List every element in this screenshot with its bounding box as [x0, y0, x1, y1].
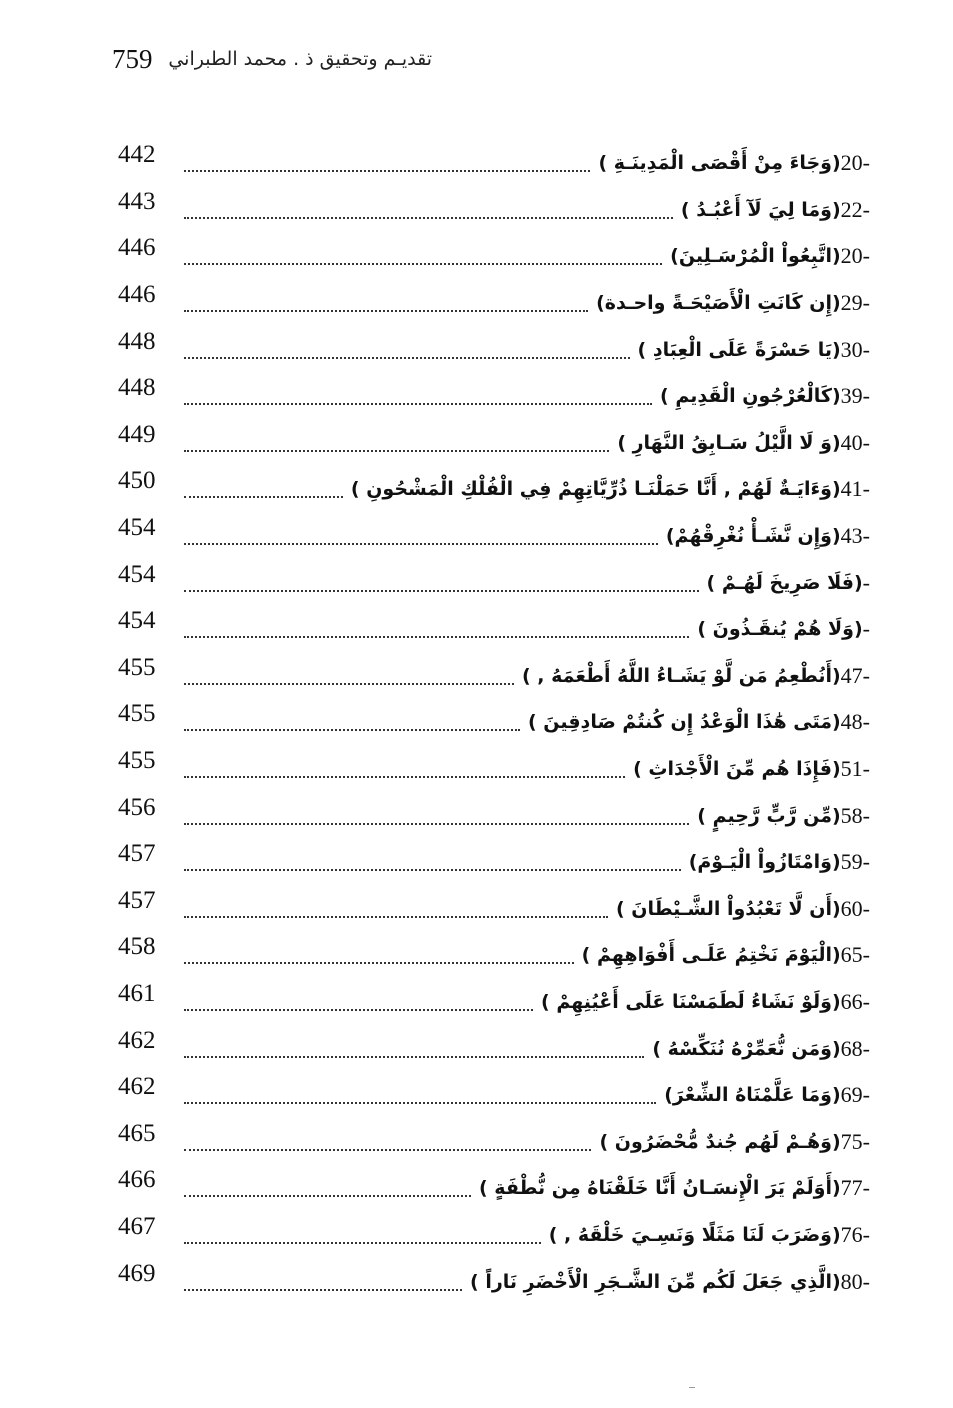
dot-leader	[184, 590, 699, 592]
page-header	[112, 44, 432, 84]
dot-leader	[184, 1149, 591, 1151]
toc-entry	[615, 430, 870, 456]
toc-entry	[594, 290, 870, 316]
toc-entry	[539, 989, 870, 1015]
toc-page-reference: 454	[118, 560, 156, 588]
toc-page-reference: 465	[118, 1119, 156, 1147]
dot-leader	[184, 1242, 541, 1244]
toc-entry	[580, 942, 870, 968]
verse-number: 77-	[840, 1175, 870, 1201]
verse-text: (وَإِن نَّشَـأْ نُغْرِقْهُمْ)	[665, 525, 841, 548]
toc-row	[118, 280, 870, 327]
verse-text: (وَ لَا الَّيْلُ سَـابِقُ النَّهَارِ )	[617, 431, 841, 454]
dot-leader	[184, 450, 609, 452]
verse-number: 80-	[840, 1268, 870, 1294]
toc-page-reference: 454	[118, 607, 156, 635]
toc-entry	[526, 709, 870, 735]
verse-number: 68-	[840, 1035, 870, 1061]
verse-number: 30-	[840, 336, 870, 362]
toc-page-reference: 455	[118, 653, 156, 681]
dot-leader	[184, 357, 630, 359]
dot-leader	[184, 1009, 533, 1011]
toc-row	[118, 886, 870, 933]
verse-number: 29-	[840, 290, 870, 316]
toc-row	[118, 187, 870, 234]
toc-entry	[668, 243, 870, 269]
verse-text: (فَلَا صَرِيخَ لَهُـمْ )	[706, 571, 863, 594]
verse-text: (وَءَايَـةٌ لَهُمْ , أَنَّا حَمَلْنَـا ذُرِّيَّاتِهِمْ فِي الْفُلْكِ الْمَشْحُونِ )	[350, 478, 841, 501]
toc-page-reference: 443	[118, 187, 156, 215]
toc-entry	[597, 1129, 870, 1155]
toc-entry	[520, 663, 870, 689]
verse-number: -	[862, 616, 870, 642]
dot-leader	[184, 729, 520, 731]
verse-text: (وَمَا لِيَ لَآ أَعْبُـدُ )	[680, 198, 841, 221]
dot-leader	[184, 962, 574, 964]
toc-row	[118, 233, 870, 280]
toc-entry	[679, 197, 870, 223]
verse-number: 39-	[840, 383, 870, 409]
toc-entry	[687, 849, 870, 875]
toc-page-reference: 457	[118, 886, 156, 914]
dot-leader	[184, 869, 681, 871]
verse-text: (وَجَاءَ مِنْ أَقْصَى الْمَدِينَـةِ )	[598, 152, 841, 175]
toc-row	[118, 979, 870, 1026]
dot-leader	[184, 1102, 656, 1104]
verse-text: (وَمَن نُّعَمِّرْهُ نُنَكِّسْهُ )	[652, 1037, 841, 1060]
verse-number: 76-	[840, 1221, 870, 1247]
verse-text: (مِّن رَّبٍّ رَّحِيمٍ )	[697, 804, 841, 827]
toc-entry	[477, 1175, 870, 1201]
toc-row	[118, 373, 870, 420]
toc-page-reference: 466	[118, 1166, 156, 1194]
verse-number: 59-	[840, 849, 870, 875]
toc-entry	[658, 383, 870, 409]
toc-row	[118, 513, 870, 560]
dot-leader	[184, 1056, 644, 1058]
toc-row	[118, 746, 870, 793]
toc-page-reference: 448	[118, 374, 156, 402]
toc-page-reference: 461	[118, 979, 156, 1007]
toc-page-reference: 448	[118, 327, 156, 355]
toc-row	[118, 1072, 870, 1119]
toc-entry	[695, 616, 870, 642]
verse-number: 66-	[840, 988, 870, 1014]
dot-leader	[184, 1289, 462, 1291]
toc-page-reference: 446	[118, 234, 156, 262]
toc-row	[118, 1165, 870, 1212]
verse-number: 47-	[840, 662, 870, 688]
dot-leader	[184, 310, 588, 312]
verse-text: (إِن كَانَتِ الْأَصَيْحَـةً واحـدة)	[596, 292, 841, 315]
toc-page-reference: 455	[118, 747, 156, 775]
toc-row	[118, 420, 870, 467]
toc-row	[118, 699, 870, 746]
dot-leader	[184, 263, 662, 265]
toc-entry	[631, 756, 870, 782]
toc-entry	[705, 570, 870, 596]
verse-number: 20-	[840, 243, 870, 269]
dot-leader	[184, 776, 625, 778]
toc-row	[118, 792, 870, 839]
verse-number: 41-	[840, 476, 870, 502]
toc-page-reference: 467	[118, 1212, 156, 1240]
dot-leader	[184, 543, 658, 545]
verse-text: (أَن لَّا تَعْبُدُواْ الشَّـيْطَانَ )	[615, 897, 841, 920]
toc-page-reference: 458	[118, 933, 156, 961]
toc-row	[118, 653, 870, 700]
toc-row	[118, 140, 870, 187]
dot-leader	[184, 636, 689, 638]
running-title: تقديـم وتحقيق ذ . محمد الطبراني	[168, 48, 432, 70]
verse-text: (وَامْتَازُواْ الْيَـوْمَ)	[688, 851, 841, 874]
scan-mark	[689, 1387, 695, 1388]
verse-number: 51-	[840, 756, 870, 782]
toc-row	[118, 326, 870, 373]
toc-entry	[636, 337, 870, 363]
dot-leader	[184, 916, 608, 918]
verse-number: 48-	[840, 709, 870, 735]
toc-entry	[614, 896, 870, 922]
toc-page-reference: 446	[118, 281, 156, 309]
verse-number: -	[862, 569, 870, 595]
verse-text: (الَّذِي جَعَلَ لَكُم مِّنَ الشَّـجَرِ الْأَخْضَرِ نَاراً )	[470, 1270, 841, 1293]
toc-row	[118, 1025, 870, 1072]
dot-leader	[184, 496, 343, 498]
verse-text: (وَهُـمْ لَهُم جُندٌ مُّحْضَرُونَ )	[599, 1130, 841, 1153]
dot-leader	[184, 1195, 471, 1197]
toc-entry	[468, 1269, 870, 1295]
toc-page-reference: 456	[118, 793, 156, 821]
toc-row	[118, 1258, 870, 1305]
toc-row	[118, 932, 870, 979]
toc-row	[118, 466, 870, 513]
verse-number: 20-	[840, 150, 870, 176]
verse-text: (وَلَوْ نَشَاءُ لَطَمَسْنَا عَلَى أَعْيُنِهِمْ )	[541, 990, 841, 1013]
verse-text: (وَمَا عَلَّمْنَاهُ الشِّعْرَ)	[664, 1084, 841, 1107]
verse-number: 40-	[840, 429, 870, 455]
verse-number: 69-	[840, 1082, 870, 1108]
toc-entry	[695, 803, 870, 829]
toc-page-reference: 454	[118, 514, 156, 542]
page-number: 759	[112, 44, 153, 74]
toc-entry	[664, 523, 870, 549]
toc-row	[118, 1212, 870, 1259]
table-of-contents	[118, 140, 870, 1305]
toc-row	[118, 606, 870, 653]
verse-text: (كَالْعُرْجُونِ الْقَدِيمِ )	[660, 385, 841, 408]
dot-leader	[184, 683, 514, 685]
verse-text: (اتَّبِعُواْ الْمُرْسَـلِينَ)	[670, 245, 841, 268]
verse-text: (فَإِذَا هُم مِّنَ الْأَجْدَاثِ )	[633, 758, 841, 781]
toc-entry	[349, 476, 870, 502]
verse-number: 22-	[840, 196, 870, 222]
verse-number: 43-	[840, 523, 870, 549]
toc-row	[118, 559, 870, 606]
dot-leader	[184, 217, 673, 219]
verse-text: (يَا حَسْرَةً عَلَى الْعِبَادِ )	[637, 338, 841, 361]
verse-text: (الْيَوْمَ نَخْتِمُ عَلَـى أَفْوَاهِهِمْ )	[581, 944, 841, 967]
toc-entry	[596, 150, 870, 176]
toc-page-reference: 455	[118, 700, 156, 728]
verse-text: (وَضَرَبَ لَنَا مَثَلًا وَنَسِـيَ خَلْقَهُ , )	[548, 1223, 841, 1246]
toc-page-reference: 462	[118, 1073, 156, 1101]
toc-page-reference: 449	[118, 420, 156, 448]
toc-page-reference: 450	[118, 467, 156, 495]
verse-number: 75-	[840, 1128, 870, 1154]
toc-page-reference: 457	[118, 840, 156, 868]
verse-text: (أَوَلَمْ يَرَ الْإِنسَـانُ أَنَّا خَلَقْنَاهُ مِن نُّطْفَةٍ )	[479, 1177, 841, 1200]
verse-text: (وَلَا هُمْ يُنقَـذُونَ )	[697, 618, 863, 641]
dot-leader	[184, 403, 652, 405]
toc-entry	[547, 1222, 870, 1248]
toc-page-reference: 469	[118, 1259, 156, 1287]
toc-row	[118, 1118, 870, 1165]
verse-text: (أَنُطْعِمُ مَن لَّوْ يَشَـاءُ اللَّهُ أَطْعَمَهُ , )	[521, 664, 841, 687]
toc-row	[118, 839, 870, 886]
dot-leader	[184, 823, 689, 825]
toc-page-reference: 442	[118, 141, 156, 169]
verse-number: 58-	[840, 802, 870, 828]
toc-page-reference: 462	[118, 1026, 156, 1054]
verse-text: (مَتَى هَٰذَا الْوَعْدُ إِن كُنتُمْ صَادِقِينَ )	[527, 711, 841, 734]
verse-number: 60-	[840, 895, 870, 921]
verse-number: 65-	[840, 942, 870, 968]
toc-entry	[650, 1036, 870, 1062]
toc-entry	[662, 1082, 870, 1108]
dot-leader	[184, 170, 590, 172]
